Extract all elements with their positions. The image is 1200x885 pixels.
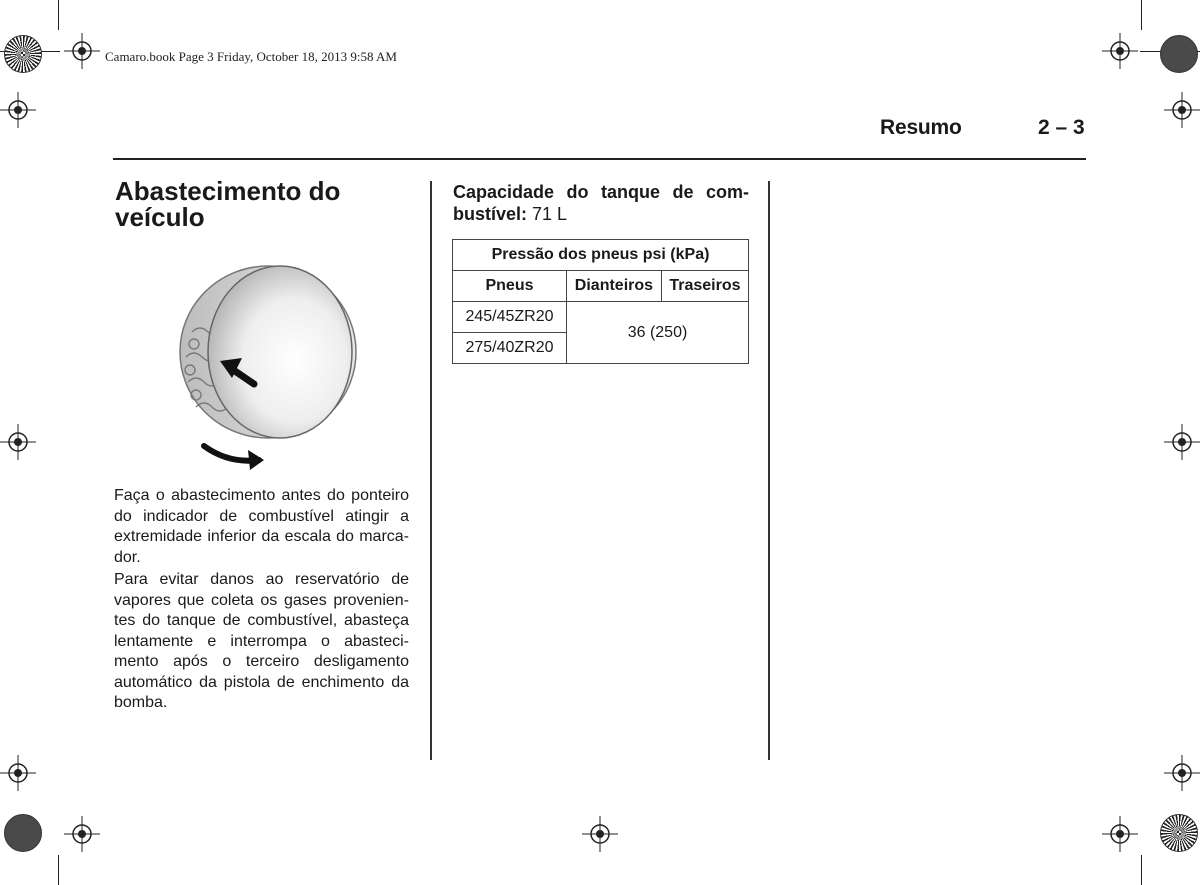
running-header-section: Resumo (880, 116, 962, 139)
registration-mark-icon (0, 424, 36, 460)
tire-size-cell: 275/40ZR20 (453, 333, 567, 364)
page-number: 2 – 3 (1038, 116, 1085, 139)
tire-table-title: Pressão dos pneus psi (kPa) (453, 240, 749, 271)
header-rule (113, 158, 1086, 160)
rotate-arrow-icon (204, 446, 264, 470)
fuel-capacity (453, 181, 749, 225)
fuel-capacity-value: 71 L (532, 204, 568, 224)
section-title (115, 178, 415, 230)
registration-mark-icon (1164, 424, 1200, 460)
calibration-circle-icon (4, 35, 42, 73)
crop-mark (58, 0, 59, 30)
print-slug: Camaro.book Page 3 Friday, October 18, 2013 9:58 AM (105, 49, 397, 64)
registration-mark-icon (0, 92, 36, 128)
paragraph-vapor-warning: Para evitar danos ao reservatório de vapores que coleta os gases provenien-tes do tanque de combustível, abasteça lentamente e interrompa o abasteci-mento após o terceiro desligamento automático da pistola de enchimento da bomba. (114, 571, 409, 711)
registration-mark-icon (582, 816, 618, 852)
calibration-circle-icon (1160, 814, 1198, 852)
paragraph-refuel-timing: Faça o abastecimento antes do ponteiro do indicador de combustível atingir a extremidade inferior da escala do marca-dor. (114, 487, 409, 566)
registration-mark-icon (1164, 92, 1200, 128)
tire-size-cell: 245/45ZR20 (453, 302, 567, 333)
registration-mark-icon (1102, 816, 1138, 852)
column-divider-right (768, 181, 770, 760)
calibration-circle-icon (4, 814, 42, 852)
calibration-circle-icon (1160, 35, 1198, 73)
tire-table-header-rear: Traseiros (661, 271, 748, 302)
registration-mark-icon (1164, 755, 1200, 791)
column-divider-left (430, 181, 432, 760)
registration-mark-icon (0, 755, 36, 791)
crop-mark (1141, 0, 1142, 30)
registration-mark-icon (1102, 33, 1138, 69)
tire-pressure-value: 36 (250) (567, 302, 749, 364)
tire-pressure-table (452, 239, 749, 364)
crop-mark (1141, 855, 1142, 885)
tire-table-header-tires: Pneus (453, 271, 567, 302)
section-title-line2: veículo (115, 202, 205, 232)
crop-mark (58, 855, 59, 885)
fuel-capacity-label: Capacidade do tanque de com-bustível: (453, 182, 749, 224)
registration-mark-icon (64, 33, 100, 69)
registration-mark-icon (64, 816, 100, 852)
fuel-cap-illustration (170, 262, 360, 477)
tire-table-header-front: Dianteiros (567, 271, 662, 302)
section-title-line1: Abastecimento do (115, 176, 341, 206)
